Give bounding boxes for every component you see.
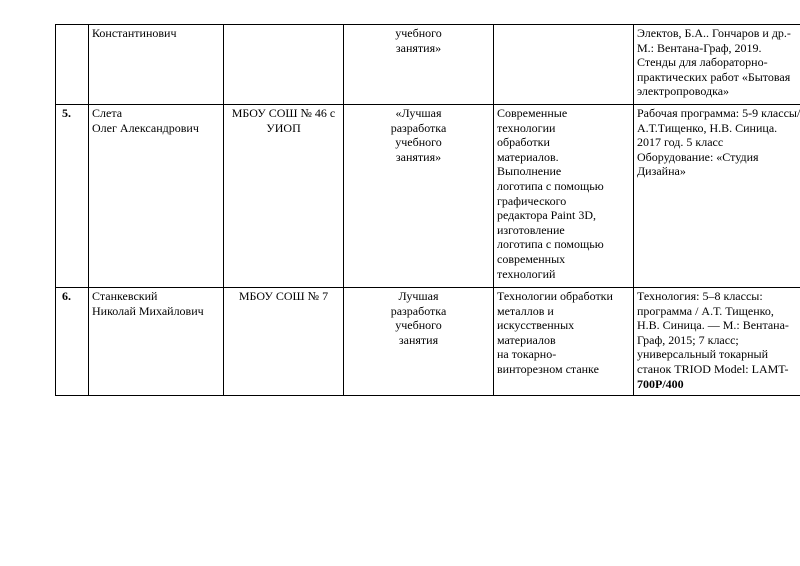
resources-line: Рабочая программа: 5-9 классы/	[637, 106, 800, 120]
school-line: МБОУ СОШ № 7	[238, 289, 329, 303]
nomination-line: Лучшая	[398, 289, 439, 303]
school-line: МБОУ СОШ № 46 с	[231, 106, 336, 120]
resources-line: 2017 год. 5 класс	[637, 135, 724, 150]
topic-line: Технологии обработки	[497, 289, 613, 303]
topic-line: на токарно-	[497, 347, 557, 362]
topic-line: материалов	[497, 332, 556, 347]
nomination-line: занятия»	[395, 40, 442, 55]
participants-table	[55, 24, 800, 396]
participant-name-line: Константинович	[92, 26, 177, 40]
topic-line: логотипа с помощью	[497, 237, 604, 252]
topic-line: изготовление	[497, 222, 565, 237]
nomination-line: учебного	[395, 318, 442, 333]
nomination-cell	[344, 105, 494, 288]
topic-line: Выполнение	[497, 164, 562, 179]
resources-cell	[634, 25, 800, 105]
school-line: УИОП	[266, 120, 301, 135]
topic-cell	[494, 25, 634, 105]
participant-name-cell	[89, 25, 224, 105]
nomination-cell	[344, 25, 494, 105]
row-number-cell: 5.	[56, 105, 89, 288]
participant-name-line: Станкевский	[92, 289, 158, 303]
resources-line: Дизайна»	[637, 164, 686, 179]
resources-line: 700P/400	[637, 376, 684, 391]
topic-line: винторезном станке	[497, 361, 599, 376]
topic-line: материалов.	[497, 149, 559, 164]
resources-line: М.: Вентана-Граф, 2019.	[637, 40, 762, 55]
topic-line: Современные	[497, 106, 568, 120]
resources-line: электропроводка»	[637, 84, 730, 99]
resources-line: практических работ «Бытовая	[637, 69, 791, 84]
school-cell	[224, 105, 344, 288]
topic-line: графического	[497, 193, 567, 208]
nomination-cell	[344, 288, 494, 396]
row-number-cell: 6.	[56, 288, 89, 396]
resources-line: Технология: 5–8 классы:	[637, 289, 763, 303]
resources-line: программа / А.Т. Тищенко,	[637, 303, 774, 318]
topic-cell	[494, 288, 634, 396]
topic-line: технологии	[497, 120, 556, 135]
topic-line: редактора Paint 3D,	[497, 208, 597, 223]
resources-line: станок TRIOD Model: LAMT-	[637, 361, 789, 376]
nomination-line: «Лучшая	[395, 106, 442, 120]
resources-line: Электов, Б.А.. Гончаров и др.-	[637, 26, 791, 40]
topic-line: технологий	[497, 266, 556, 281]
resources-cell	[634, 105, 800, 288]
topic-line: металлов и	[497, 303, 554, 318]
resources-line: Граф, 2015; 7 класс;	[637, 332, 739, 347]
resources-line: А.Т.Тищенко, Н.В. Синица.	[637, 120, 778, 135]
table-row	[56, 25, 800, 105]
participant-name-cell	[89, 288, 224, 396]
nomination-line: учебного	[395, 26, 442, 40]
nomination-line: занятия»	[395, 149, 442, 164]
participant-name-line: Николай Михайлович	[92, 303, 204, 318]
table-row	[56, 288, 800, 396]
resources-line: Оборудование: «Студия	[637, 149, 759, 164]
nomination-line: занятия	[398, 332, 439, 347]
resources-line: Стенды для лабораторно-	[637, 55, 768, 70]
nomination-line: учебного	[395, 135, 442, 150]
resources-cell	[634, 288, 800, 396]
row-number-cell	[56, 25, 89, 105]
participant-name-cell	[89, 105, 224, 288]
topic-line: современных	[497, 251, 566, 266]
topic-line: искусственных	[497, 318, 575, 333]
participant-name-line: Олег Александрович	[92, 120, 199, 135]
participant-name-line: Слета	[92, 106, 123, 120]
topic-line: обработки	[497, 135, 550, 150]
resources-line: Н.В. Синица. — М.: Вентана-	[637, 318, 789, 333]
nomination-line: разработка	[390, 303, 447, 318]
school-cell	[224, 25, 344, 105]
school-cell	[224, 288, 344, 396]
topic-line: логотипа с помощью	[497, 178, 604, 193]
resources-line: универсальный токарный	[637, 347, 769, 362]
topic-cell	[494, 105, 634, 288]
nomination-line: разработка	[390, 120, 447, 135]
table-row	[56, 105, 800, 288]
